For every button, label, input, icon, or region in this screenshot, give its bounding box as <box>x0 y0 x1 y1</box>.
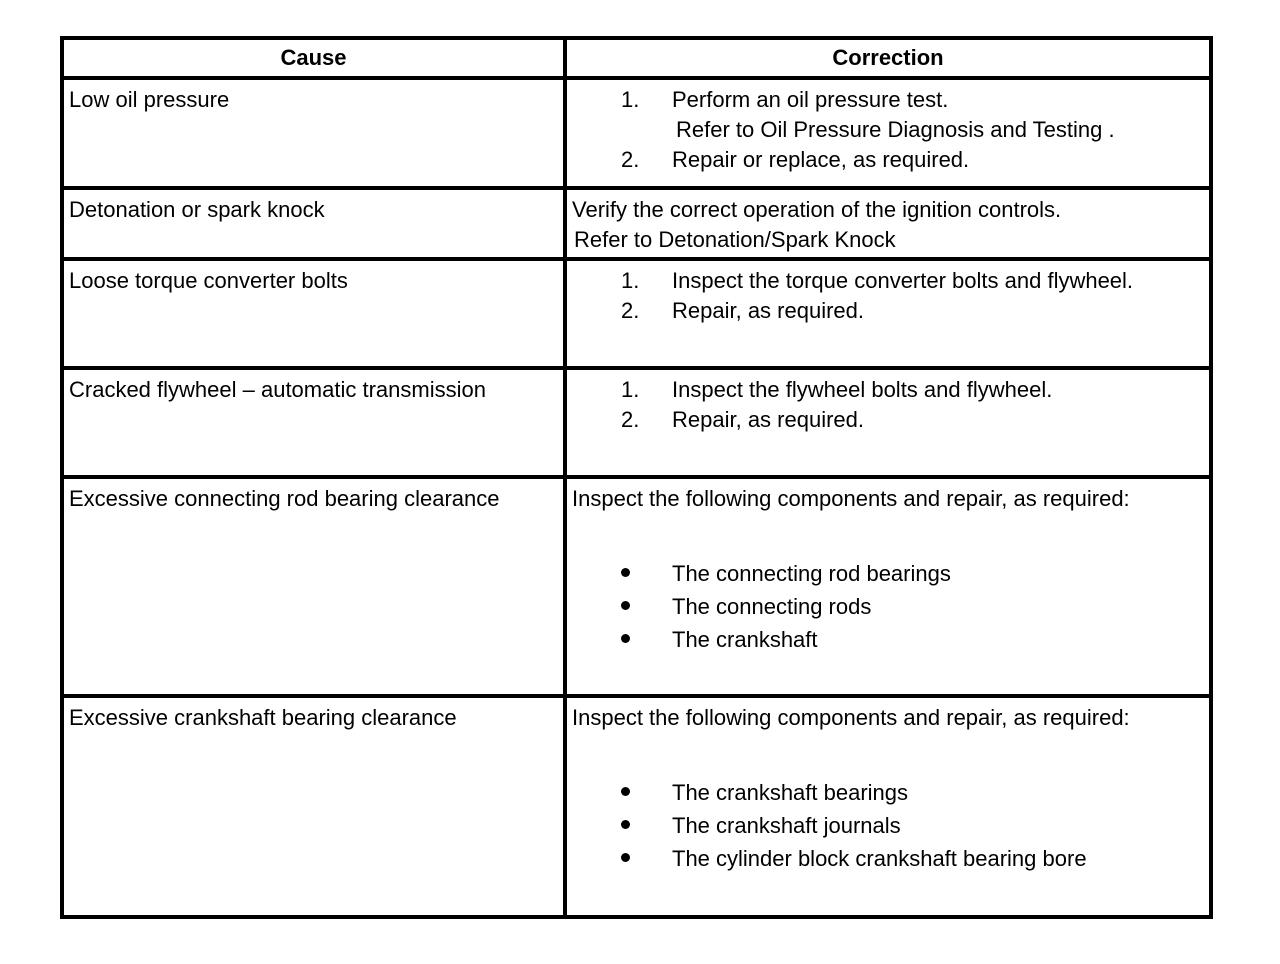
cause-cell <box>64 368 565 477</box>
step-text: Inspect the flywheel bolts and flywheel. <box>672 377 1053 402</box>
bullet-icon <box>621 820 630 829</box>
correction-cell <box>565 259 1209 368</box>
step-number: 1. <box>621 87 640 112</box>
step-item <box>572 296 1209 326</box>
cause-text: Cracked flywheel – automatic transmission <box>69 377 486 402</box>
diagnostic-table <box>64 40 1209 915</box>
table-row <box>64 696 1209 915</box>
bullet-item <box>572 842 1209 875</box>
step-text: Repair, as required. <box>672 298 864 323</box>
cause-text: Detonation or spark knock <box>69 197 325 222</box>
step-text: Repair or replace, as required. <box>672 147 970 172</box>
bullet-item <box>572 590 1209 623</box>
table-row <box>64 477 1209 696</box>
step-number: 1. <box>621 377 640 402</box>
bullet-icon <box>621 568 630 577</box>
correction-cell <box>565 477 1209 696</box>
correction-intro: Inspect the following components and repair, as required: <box>572 486 1130 511</box>
cause-text: Excessive crankshaft bearing clearance <box>69 705 457 730</box>
bullet-list <box>572 557 1209 656</box>
bullet-item <box>572 776 1209 809</box>
cause-text: Loose torque converter bolts <box>69 268 348 293</box>
bullet-icon <box>621 853 630 862</box>
step-item <box>572 375 1209 405</box>
correction-cell <box>565 78 1209 188</box>
diagnostic-table-frame <box>60 36 1213 919</box>
step-text: Inspect the torque converter bolts and flywheel. <box>672 268 1134 293</box>
step-number: 1. <box>621 268 640 293</box>
bullet-text: The cylinder block crankshaft bearing bore <box>672 846 1087 871</box>
table-row <box>64 368 1209 477</box>
bullet-text: The crankshaft <box>672 627 818 652</box>
step-item <box>572 405 1209 435</box>
step-number: 2. <box>621 147 640 172</box>
cause-cell <box>64 477 565 696</box>
table-row <box>64 188 1209 259</box>
step-item <box>572 266 1209 296</box>
correction-cell <box>565 188 1209 259</box>
correction-text: Verify the correct operation of the ignition controls. <box>572 197 1062 222</box>
bullet-item <box>572 809 1209 842</box>
step-list <box>572 85 1209 175</box>
table-row <box>64 78 1209 188</box>
header-cause: Cause <box>64 40 565 78</box>
cause-text: Excessive connecting rod bearing clearance <box>69 486 500 511</box>
step-number: 2. <box>621 298 640 323</box>
table-header-row <box>64 40 1209 78</box>
step-item <box>572 145 1209 175</box>
step-text: Repair, as required. <box>672 407 864 432</box>
correction-cell <box>565 696 1209 915</box>
step-list <box>572 375 1209 435</box>
bullet-list <box>572 776 1209 875</box>
cause-cell <box>64 696 565 915</box>
header-correction: Correction <box>565 40 1209 78</box>
bullet-icon <box>621 787 630 796</box>
bullet-icon <box>621 634 630 643</box>
bullet-text: The crankshaft journals <box>672 813 901 838</box>
step-item <box>572 85 1209 145</box>
bullet-text: The crankshaft bearings <box>672 780 909 805</box>
cause-cell <box>64 259 565 368</box>
step-reference: Refer to Oil Pressure Diagnosis and Testing . <box>676 117 1115 142</box>
bullet-item <box>572 557 1209 590</box>
correction-reference: Refer to Detonation/Spark Knock <box>574 227 896 252</box>
bullet-text: The connecting rods <box>672 594 872 619</box>
correction-intro: Inspect the following components and repair, as required: <box>572 705 1130 730</box>
correction-cell <box>565 368 1209 477</box>
bullet-text: The connecting rod bearings <box>672 561 951 586</box>
step-list <box>572 266 1209 326</box>
cause-text: Low oil pressure <box>69 87 230 112</box>
step-text: Perform an oil pressure test. <box>672 87 949 112</box>
cause-cell <box>64 188 565 259</box>
bullet-icon <box>621 601 630 610</box>
step-number: 2. <box>621 407 640 432</box>
table-row <box>64 259 1209 368</box>
bullet-item <box>572 623 1209 656</box>
cause-cell <box>64 78 565 188</box>
